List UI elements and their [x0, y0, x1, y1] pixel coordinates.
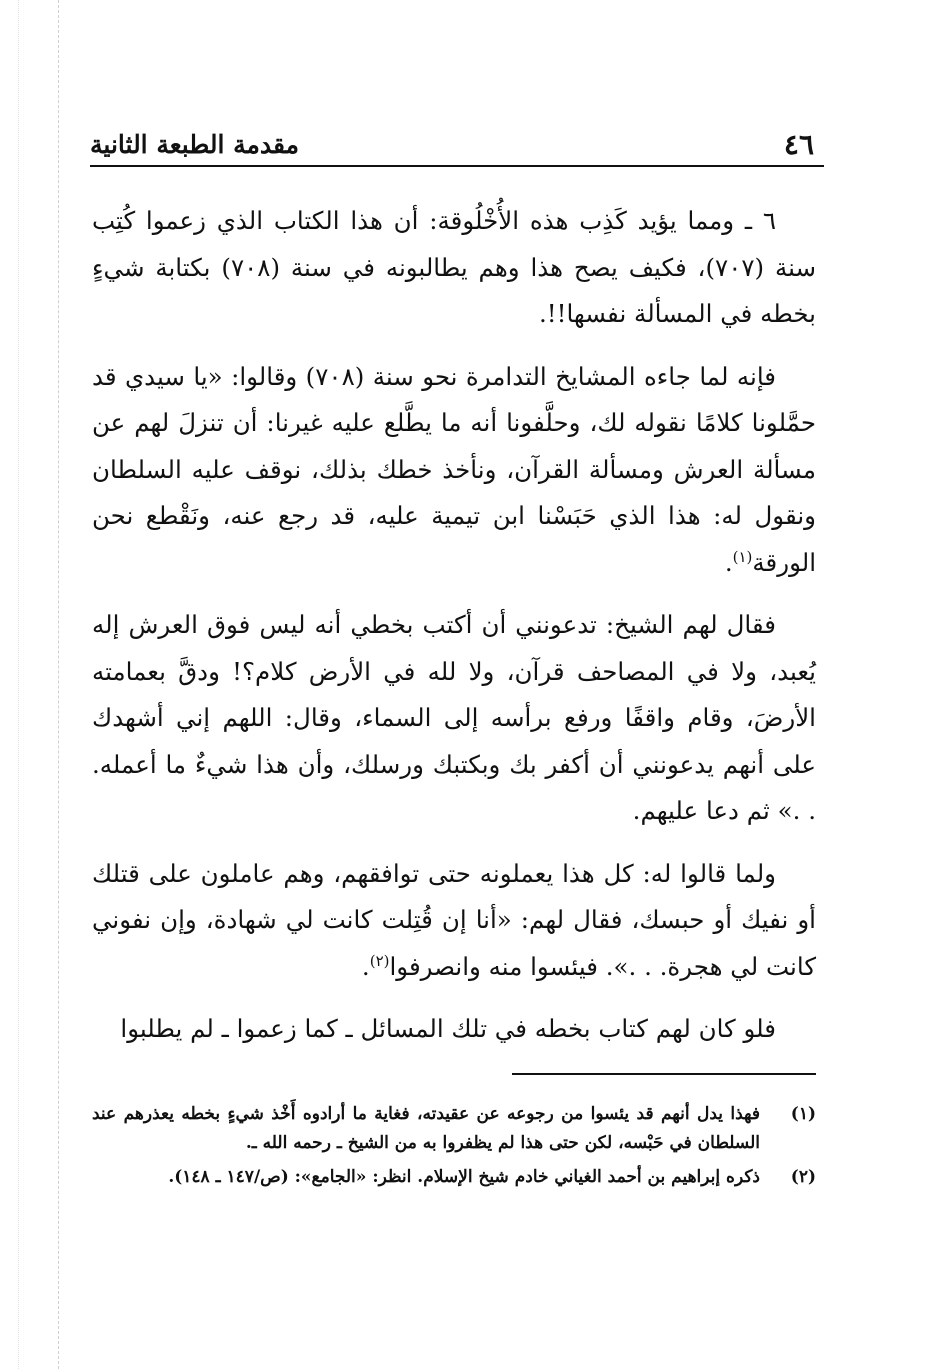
footnote-reference-2[interactable]: (٢)	[369, 951, 390, 970]
paragraph-1: ٦ ـ ومما يؤيد كَذِب هذه الأُخْلُوقة: أن هذا الكتاب الذي زعموا كُتِب سنة (٧٠٧)، فكيف يصح هذا وهم يطالبونه في سنة (٧٠٨) بكتابة شيءٍ بخطه في المسألة نفسها!!.	[92, 206, 817, 328]
footnote-separator	[512, 1073, 816, 1075]
paragraph-5: فلو كان لهم كتاب بخطه في تلك المسائل ـ كما زعموا ـ لم يطلبوا	[120, 1014, 776, 1043]
footnote-1	[92, 1100, 816, 1157]
paragraph-4: ولما قالوا له: كل هذا يعملونه حتى توافقهم، وهم عاملون على قتلك أو نفيك أو حبسك، فقال لهم: «أنا إن قُتِلت كانت لي شهادة، وإن نفوني كانت لي هجرة. . .». فيئسوا منه وانصرفوا$^{(٢)}$.	[92, 858, 816, 981]
paragraph-2: فإنه لما جاءه المشايخ التدامرة نحو سنة (٧٠٨) وقالوا: «يا سيدي قد حمَّلونا كلامًا نقوله لك، وحلَّفونا أنه ما يطَّلع عليه غيرنا: أن تنزلَ لهم عن مسألة العرش ومسألة القرآن، ونأخذ خطك بذلك، نوقف عليه السلطان ونقول له: هذا الذي حَبَسْنا ابن تيمية عليه، قد رجع عنه، ونَقْطع نحن الورقة$^{(١)}$.	[92, 361, 816, 577]
footnotes	[92, 1100, 816, 1198]
paragraph-3: فقال لهم الشيخ: تدعونني أن أكتب بخطي أنه ليس فوق العرش إله يُعبد، ولا في المصاحف قرآن، ولا لله في الأرض كلام؟! ودقَّ بعمامته الأرضَ، وقام واقفًا ورفع برأسه إلى السماء، وقال: اللهم إني أشهدك على أنهم يدعونني أن أكفر بك وبكتبك ورسلك، وأن هذا شيءٌ ما أعمله. . .» ثم دعا عليهم.	[92, 610, 816, 825]
running-header-title: مقدمة الطبعة الثانية	[90, 130, 300, 159]
page-number: ٤٦	[783, 128, 814, 161]
scan-artifact-line	[58, 0, 59, 1369]
main-text	[92, 198, 816, 1069]
scan-artifact-line	[18, 0, 19, 1369]
footnote-number: (٢)	[790, 1167, 816, 1187]
footnote-text: ذكره إبراهيم بن أحمد الغياني خادم شيخ الإسلام. انظر: «الجامع»: (ص/١٤٧ ـ ١٤٨).	[168, 1167, 760, 1187]
header-rule	[90, 165, 824, 167]
footnote-text: فهذا يدل أنهم قد يئسوا من رجوعه عن عقيدته، فغاية ما أرادوه أَخْذ شيءٍ بخطه يعذرهم عند السلطان في حَبْسه، لكن حتى هذا لم يظفروا به من الشيخ ـ رحمه الله ـ.	[92, 1104, 760, 1153]
footnote-reference-1[interactable]: (١)	[732, 547, 753, 566]
footnote-number: (١)	[790, 1104, 816, 1124]
footnote-2	[92, 1163, 816, 1192]
